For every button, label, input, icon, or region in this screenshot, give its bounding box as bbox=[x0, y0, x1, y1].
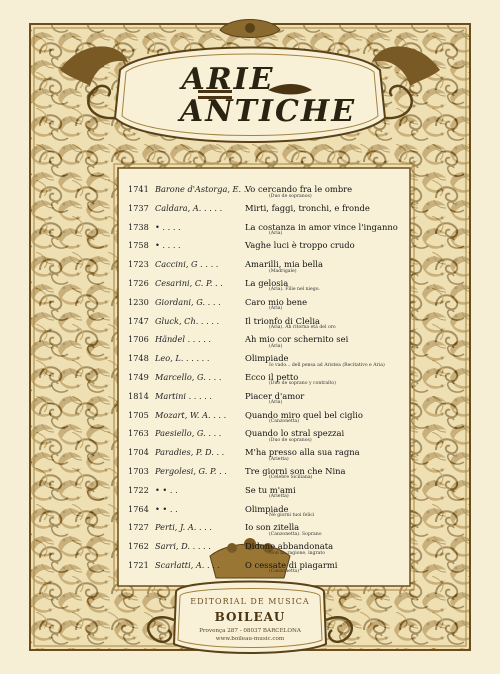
aria-subtitle: Io vado... dell pensa ad Aristea (Recitativo e Aria) bbox=[269, 362, 385, 368]
aria-list bbox=[128, 184, 398, 579]
aria-title: Vaghe luci è troppo crudo bbox=[245, 240, 355, 251]
aria-subtitle: Non ha ragione, ingrato bbox=[269, 550, 325, 556]
list-item bbox=[128, 353, 398, 372]
aria-subtitle: (Duo de sopranos) bbox=[269, 437, 312, 443]
list-item bbox=[128, 428, 398, 447]
year: 1738 bbox=[128, 221, 149, 232]
list-item bbox=[128, 372, 398, 391]
composer: Sarri, D. . . . . bbox=[155, 541, 211, 552]
list-item bbox=[128, 447, 398, 466]
composer: Mozart, W. A. . . . bbox=[155, 409, 227, 420]
composer: • • . . bbox=[155, 503, 178, 514]
aria-title: Mirti, faggi, tronchi, e fronde bbox=[245, 202, 370, 213]
list-item bbox=[128, 203, 398, 222]
list-item bbox=[128, 522, 398, 541]
composer: Leo, L. . . . . . bbox=[155, 353, 210, 364]
aria-subtitle: (Aria) bbox=[269, 400, 283, 406]
aria-subtitle: (Aria) bbox=[269, 343, 283, 349]
aria-title: Tre giorni son che Nina bbox=[245, 465, 346, 476]
year: 1747 bbox=[128, 315, 149, 326]
year: 1758 bbox=[128, 240, 149, 251]
list-item bbox=[128, 391, 398, 410]
year: 1721 bbox=[128, 559, 149, 570]
aria-subtitle: (Aria). Filie nel niego. bbox=[269, 287, 320, 293]
aria-subtitle: (Celebre Siciliana) bbox=[269, 475, 313, 481]
aria-subtitle: (Aria) bbox=[269, 231, 283, 237]
aria-subtitle: (Canzonetta). Soprano bbox=[269, 531, 322, 537]
list-item bbox=[128, 240, 398, 259]
list-item bbox=[128, 504, 398, 523]
aria-title: La costanza in amor vince l'inganno bbox=[245, 221, 398, 232]
aria-subtitle: (Canzonetta) bbox=[269, 419, 300, 425]
year: 1763 bbox=[128, 428, 149, 439]
aria-title: Didone abbandonata bbox=[245, 541, 334, 552]
aria-title: O cessate di piagarmi bbox=[245, 559, 338, 570]
list-item bbox=[128, 541, 398, 560]
aria-title: M'ha presso alla sua ragna bbox=[245, 447, 360, 458]
year: 1726 bbox=[128, 277, 149, 288]
composer: • . . . . bbox=[155, 221, 181, 232]
year: 1741 bbox=[128, 184, 149, 194]
aria-title: Se tu m'ami bbox=[245, 484, 296, 495]
aria-title: Vo cercando fra le ombre bbox=[245, 184, 353, 194]
composer: Caldara, A. . . . . bbox=[155, 202, 223, 213]
year: 1703 bbox=[128, 465, 149, 476]
aria-subtitle: (Arietta) bbox=[269, 494, 289, 500]
composer: Perti, J. A. . . . bbox=[155, 522, 212, 533]
aria-title: Caro mio bene bbox=[245, 296, 308, 307]
composer: Händel . . . . . bbox=[155, 334, 212, 345]
aria-title: Il trionfo di Clelia bbox=[245, 315, 321, 326]
aria-subtitle: Nè giorni tuoi felici bbox=[269, 513, 315, 519]
year: 1764 bbox=[128, 503, 149, 514]
year: 1814 bbox=[128, 390, 149, 401]
aria-subtitle: (Duo de sopranos) bbox=[269, 193, 312, 199]
list-item bbox=[128, 222, 398, 241]
composer: Pergolesi, G. P. . . bbox=[155, 465, 227, 476]
aria-title: Amarilli, mia bella bbox=[245, 259, 323, 270]
composer: Marcello, G. . . . bbox=[155, 371, 222, 382]
aria-title: Olimpiade bbox=[245, 353, 289, 364]
composer: Paradies, P. D. . . bbox=[155, 447, 225, 458]
aria-subtitle: (Arietta) bbox=[269, 456, 289, 462]
composer: Giordani, G. . . . bbox=[155, 296, 221, 307]
composer: Caccini, G . . . . bbox=[155, 259, 219, 270]
list-item bbox=[128, 278, 398, 297]
aria-subtitle: (Madrigale) bbox=[269, 268, 297, 274]
list-item bbox=[128, 297, 398, 316]
list-item bbox=[128, 560, 398, 579]
aria-title: Ah mio cor schernito sei bbox=[245, 334, 349, 345]
composer: Paesiello, G. . . . bbox=[155, 428, 222, 439]
composer: Scarlatti, A. . . . bbox=[155, 559, 221, 570]
year: 1722 bbox=[128, 484, 149, 495]
year: 1723 bbox=[128, 259, 149, 270]
composer: Cesarini, C. P. . . bbox=[155, 277, 223, 288]
title-line-2: ANTICHE bbox=[179, 94, 357, 129]
publisher-name: BOILEAU bbox=[214, 610, 286, 624]
title-banner bbox=[150, 62, 357, 129]
aria-subtitle: (Aria) bbox=[269, 306, 283, 312]
title-line-1: ARIE bbox=[181, 62, 275, 97]
year: 1748 bbox=[128, 353, 149, 364]
publisher-website: www.boileau-music.com bbox=[215, 636, 285, 642]
composer: Martini . . . . . bbox=[155, 390, 213, 401]
list-item bbox=[128, 485, 398, 504]
aria-title: Ecco il petto bbox=[245, 371, 299, 382]
year: 1704 bbox=[128, 447, 149, 458]
year: 1762 bbox=[128, 541, 149, 552]
aria-title: Piacer d'amor bbox=[245, 390, 305, 401]
aria-title: Olimpiade bbox=[245, 503, 289, 514]
year: 1230 bbox=[128, 296, 149, 307]
aria-subtitle: (Aria). Ah ritorna età del oro bbox=[269, 325, 336, 331]
list-item bbox=[128, 184, 398, 203]
publisher-label: EDITORIAL DE MUSICA bbox=[190, 597, 310, 606]
aria-title: Quando lo stral spezzai bbox=[245, 428, 345, 439]
composer: • • . . bbox=[155, 484, 178, 495]
year: 1727 bbox=[128, 522, 149, 533]
composer: Gluck, Ch. . . . . bbox=[155, 315, 220, 326]
aria-subtitle: (Duo de soprano y contralto) bbox=[269, 381, 336, 387]
composer: • . . . . bbox=[155, 240, 181, 251]
list-item bbox=[128, 316, 398, 335]
list-item bbox=[128, 259, 398, 278]
list-item bbox=[128, 334, 398, 353]
list-item bbox=[128, 466, 398, 485]
publisher-address: Provença 287 - 08037 BARCELONA bbox=[199, 628, 301, 634]
year: 1706 bbox=[128, 334, 149, 345]
year: 1705 bbox=[128, 409, 149, 420]
year: 1737 bbox=[128, 202, 149, 213]
aria-title: Quando miro quel bel ciglio bbox=[245, 409, 363, 420]
aria-subtitle: (Canzonetta) bbox=[269, 569, 300, 575]
year: 1749 bbox=[128, 371, 149, 382]
list-item bbox=[128, 410, 398, 429]
composer: Barone d'Astorga, E. . bbox=[155, 184, 247, 194]
aria-title: La gelosia bbox=[245, 277, 289, 288]
aria-title: Io son zitella bbox=[245, 522, 300, 533]
